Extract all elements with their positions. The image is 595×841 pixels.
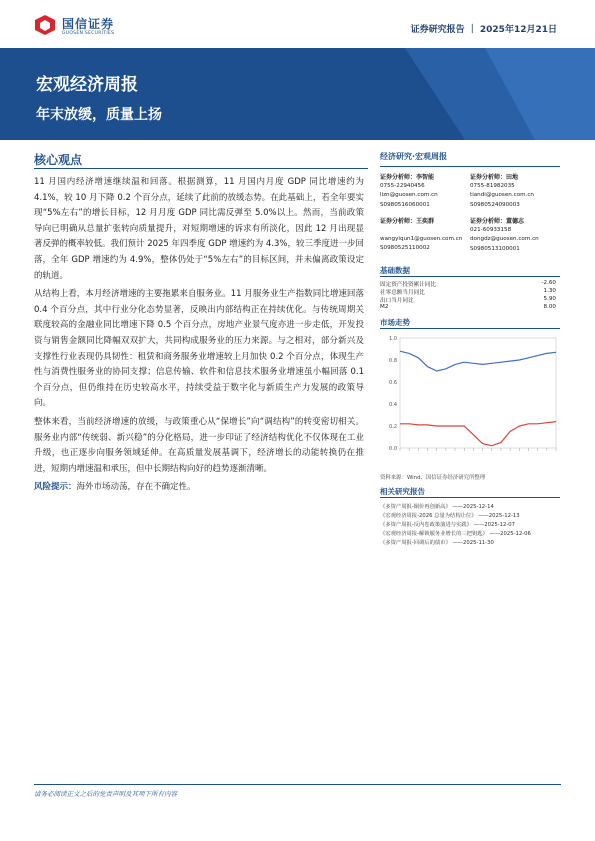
data-value: 5.90 [543,296,556,302]
divider [380,276,560,277]
analyst-name: 证券分析师：田地 [470,174,519,181]
divider [380,497,560,498]
y-tick-label: 0.2 [389,424,397,430]
banner-decoration [335,48,595,140]
data-row [380,280,560,288]
analyst-id: S0980524090003 [470,201,520,208]
data-row [380,304,560,312]
market-trend-chart [380,330,560,470]
y-tick-label: 0.8 [389,358,397,364]
title-banner [0,48,595,140]
analyst-phone: 0755-22940456 [380,183,425,190]
analyst-phone: 0755-81982035 [470,183,515,190]
guosen-logo-icon [34,14,56,36]
disclaimer: 请务必阅读正文之后的免责声明及其项下所有内容 [34,790,177,798]
series-line-1 [400,422,556,446]
divider [34,168,368,169]
related-title: 相关研究报告 [380,487,425,496]
related-report-link[interactable]: 《多资产周报-铜价再创新高》 ——2025-12-14 [380,504,494,510]
analyst-phone: 021-60933158 [470,227,512,234]
analyst-card [470,217,560,254]
chart-source: 资料来源：Wind、国信证券经济研究所整理 [380,475,486,481]
related-report-link[interactable]: 《宏观经济周报-解锁服务业增长的三把钥匙》 ——2025-12-06 [380,531,531,537]
paragraph: 从结构上看，本月经济增速的主要拖累来自服务业。11 月服务业生产指数同比增速回落 0.4 个百分点，其中行业分化态势显著，反映出内部结构正在持续优化。与传统周期关联度较高的金融业同比增速下降 0.5 个百分点，房地产业景气度亦进一步走低，开发投资与销售金额同比降幅双双扩大，共同构成服务业的压力来源。与之相对，部分新兴及支撑性行业表现仍具韧性：租赁和商务服务业增速较上月加快 0.2 个百分点，体现生产性与消费性服务业的协同支撑；信息传输、软件和信息技术服务业增速虽小幅回落 0.1 个百分点，但仍维持在历史较高水平，持续受益于数字化与新质生产力发展的政策导向。 [34,289,364,409]
core-body [34,175,364,499]
analyst-email[interactable]: lizn@guosen.com.cn [380,192,438,199]
data-label: 固定资产投资累计同比 [380,282,436,288]
data-value: 8.00 [543,304,556,310]
data-label: 社零总额当月同比 [380,290,425,296]
y-tick-label: 1.0 [389,336,397,342]
report-type-date: 证券研究报告 ｜ 2025年12月21日 [410,25,557,35]
analyst-id: S0980516060001 [380,201,430,208]
analyst-card [380,217,470,254]
analyst-email[interactable]: tiandi@guosen.com.cn [470,192,534,199]
brand-name: 国信证券 [62,17,115,31]
analyst-email[interactable]: dongdz@guosen.com.cn [470,236,539,243]
related-report-link[interactable]: 《宏观经济周报-2026 总量为结构让位》 ——2025-12-13 [380,513,520,519]
data-label: M2 [380,304,389,310]
analyst-email[interactable]: wangyiqun1@guosen.com.cn [380,236,463,243]
divider [380,328,560,329]
sidebar [380,151,560,327]
plot-frame [400,338,556,448]
data-row [380,296,560,304]
data-label: 出口当月同比 [380,298,414,304]
analyst-name: 证券分析师：李智能 [380,174,435,181]
series-line-0 [400,351,556,371]
page-header [0,0,595,48]
sidebar-title: 经济研究·宏观周报 [380,152,448,161]
analyst-name: 证券分析师：董德志 [470,218,525,225]
market-title: 市场走势 [380,318,410,327]
analyst-id: S0980513100001 [470,245,520,252]
analyst-name: 证券分析师：王奕群 [380,218,435,225]
brand-name-en: GUOSEN SECURITIES [62,31,115,36]
paragraph: 整体来看，当前经济增速的放缓，与政策重心从“保增长”向“调结构”的转变密切相关。服务业内部“传统弱、新兴稳”的分化格局，进一步印证了经济结构优化不仅体现在工业升级，也正逐步向服务领域延伸。在高质量发展基调下，经济增长的动能转换仍在推进，短期内增速温和承压，但中长期结构向好的趋势逐渐清晰。 [34,416,364,474]
risk-note [34,480,364,496]
risk-text: 海外市场动荡，存在不确定性。 [76,482,196,493]
related-report-link[interactable]: 《多资产周报-反内卷政策演进与实践》 ——2025-12-07 [380,522,516,528]
report-title: 宏观经济周报 [36,75,138,95]
core-title: 核心观点 [34,153,83,167]
data-value: 1.30 [543,288,556,294]
paragraph: 11 月国内经济增速继续温和回落。根据测算，11 月国内月度 GDP 同比增速约为 4.1%，较 10 月下降 0.2 个百分点，延续了此前的放缓态势。在此基础上，若全年要实现“5%左右”的增长目标，12 月月度 GDP 同比需反弹至 5.0%以上。然而，当前政策导向已明确从总量扩张转向质量提升，对短期增速的诉求有所淡化，因此 12 月出现显著反弹的概率较低。我们预计 2025 年四季度 GDP 增速约为 4.3%，较三季度进一步回落，全年 GDP 增速约为 4.9%，整体仍处于“5%左右”的目标区间，并未偏离政策设定的轨道。 [34,177,364,281]
y-tick-label: 0.0 [389,446,397,452]
footer-divider [34,784,561,785]
basic-data-title: 基础数据 [380,266,410,275]
related-report-link[interactable]: 《多资产周报-回调后的债市》 ——2025-11-30 [380,540,494,546]
analyst-card [380,173,470,210]
analyst-id: S0980525110002 [380,245,430,252]
data-value: -2.60 [541,280,556,286]
data-row [380,288,560,296]
divider [380,166,560,167]
analyst-phone [380,226,470,235]
analyst-card [470,173,560,210]
y-tick-label: 0.4 [389,402,397,408]
y-tick-label: 0.6 [389,380,397,386]
report-subtitle: 年末放缓，质量上扬 [36,107,162,123]
risk-label: 风险提示： [34,482,77,493]
